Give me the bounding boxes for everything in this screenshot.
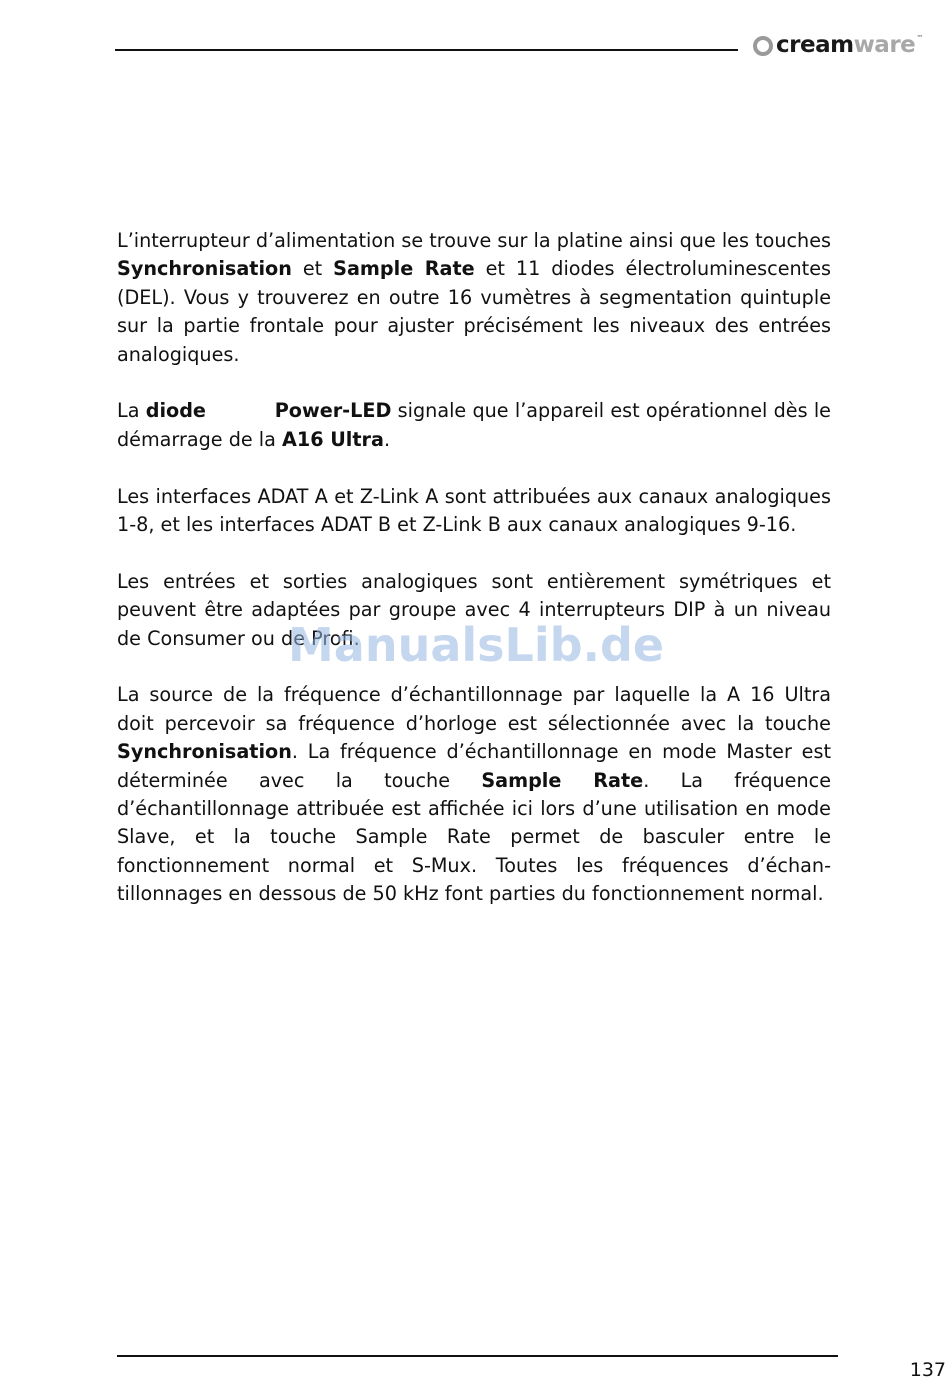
watermark: ManualsLib.de bbox=[288, 618, 665, 672]
text-segment: Les entrées et sorties analogiques sont entièrement symétriques et peuvent être adaptées par groupe avec 4 interrupteurs DIP à un niveau de Consumer ou de Profi. bbox=[117, 569, 831, 650]
text-segment-bold: diode bbox=[145, 399, 206, 423]
text-segment: et 11 diodes électroluminescentes (DEL). Vous y trouverez en outre 16 vumètres à segmentation quintuple sur la partie frontale pour ajuster précisément les niveaux des entrées analogiques. bbox=[117, 257, 831, 366]
text-segment: . bbox=[383, 427, 391, 451]
logo-text-ware: ware bbox=[853, 32, 916, 58]
text-segment bbox=[206, 399, 275, 422]
text-segment: signale que l’appareil est opérationnel dès le démarrage de la bbox=[117, 399, 831, 451]
paragraph bbox=[117, 681, 831, 908]
text-segment: La bbox=[117, 399, 146, 423]
header-rule bbox=[115, 49, 738, 51]
page-number: 137 bbox=[909, 1359, 946, 1381]
paragraph bbox=[117, 227, 831, 369]
logo-text-cream: cream bbox=[776, 32, 854, 58]
text-segment: . La fréquence d’échantillonnage en mode Master est déterminée avec la touche bbox=[117, 740, 831, 792]
paragraph bbox=[117, 568, 831, 653]
text-segment: L’interrupteur d’alimentation se trouve sur la platine ainsi que les touches bbox=[117, 229, 832, 252]
logo-circle-icon bbox=[753, 36, 773, 56]
body-text bbox=[117, 227, 831, 937]
text-segment: La source de la fréquence d’échantillonnage par laquelle la A 16 Ultra doit percevoir sa fréquence d’horloge est sélectionnée avec la touche bbox=[117, 683, 831, 735]
text-segment-bold: Power-LED bbox=[274, 399, 392, 423]
text-segment: Les interfaces ADAT A et Z-Link A sont attribuées aux canaux analogiques 1-8, et les interfaces ADAT B et Z-Link B aux canaux analogiques 9-16. bbox=[117, 484, 831, 537]
logo-trademark: ™ bbox=[916, 34, 923, 42]
text-segment: . La fréquence d’échantillonnage attribuée est affichée ici lors d’une utilisation en mode Slave, et la touche Sample Rate permet de basculer entre le fonctionnement normal et S-Mux. Toutes les fréquences d’échantillonnages en dessous de 50 kHz font parties du fonctionnement normal. bbox=[117, 768, 831, 906]
paragraph bbox=[117, 397, 831, 454]
paragraph bbox=[117, 483, 831, 540]
text-segment-bold: Sample Rate bbox=[481, 768, 644, 792]
text-segment: et bbox=[291, 257, 334, 281]
text-segment-bold: Synchronisation bbox=[117, 257, 292, 281]
creamware-logo bbox=[753, 28, 923, 62]
footer-rule bbox=[117, 1355, 838, 1357]
text-segment-bold: Sample Rate bbox=[333, 257, 475, 281]
text-segment-bold: Synchronisation bbox=[117, 740, 292, 764]
text-segment-bold: A16 Ultra bbox=[282, 427, 384, 451]
